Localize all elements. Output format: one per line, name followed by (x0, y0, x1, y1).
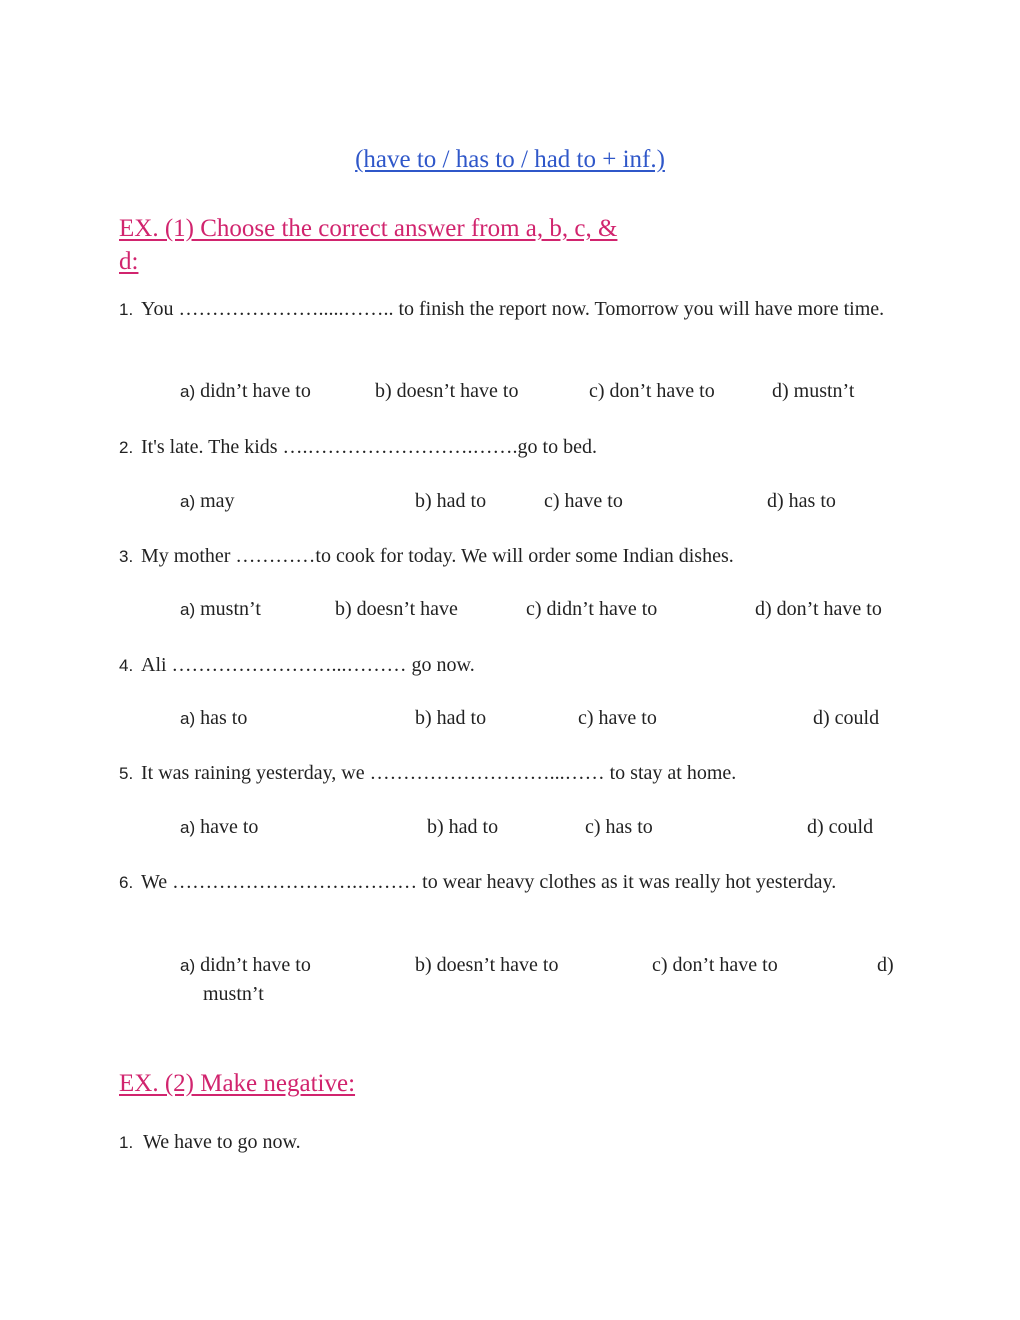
item-number: 1. (119, 1133, 134, 1152)
page-title: (have to / has to / had to + inf.) (355, 146, 665, 173)
option-b[interactable]: b) had to (415, 707, 487, 729)
question-5 (119, 759, 909, 788)
question-6 (119, 868, 909, 897)
question-6-options (0, 954, 1020, 984)
question-text: You ………………….....…….. to finish the report now. Tomorrow you will have more time. (141, 298, 885, 320)
exercise-2-heading: EX. (2) Make negative: (119, 1070, 356, 1097)
question-number: 4. (119, 656, 134, 675)
option-a[interactable]: a) didn’t have to (180, 954, 311, 976)
option-d[interactable]: d) mustn’t (772, 380, 855, 402)
question-4 (119, 651, 909, 680)
option-d[interactable]: d) could (813, 707, 880, 729)
question-number: 1. (119, 300, 134, 319)
option-d[interactable]: d) could (807, 816, 874, 838)
option-a[interactable]: a) has to (180, 707, 248, 729)
exercise-2-item-1 (119, 1128, 909, 1157)
question-5-options (0, 816, 1020, 846)
question-text: It's late. The kids ….…………………….…….go to bed. (141, 436, 597, 458)
option-b[interactable]: b) doesn’t have to (415, 954, 559, 976)
question-number: 2. (119, 438, 134, 457)
question-2 (119, 433, 909, 462)
question-3-options (0, 598, 1020, 628)
option-c[interactable]: c) don’t have to (652, 954, 778, 976)
question-number: 6. (119, 873, 134, 892)
question-number: 3. (119, 547, 134, 566)
exercise-1-heading-line2: d: (119, 248, 139, 275)
question-2-options (0, 490, 1020, 520)
option-b[interactable]: b) had to (427, 816, 499, 838)
option-d[interactable]: d) (877, 954, 894, 976)
question-text: Ali ……………………...……… go now. (141, 654, 475, 676)
option-c[interactable]: c) has to (585, 816, 653, 838)
option-a[interactable]: a) didn’t have to (180, 380, 311, 402)
option-c[interactable]: c) don’t have to (589, 380, 715, 402)
option-b[interactable]: b) doesn’t have to (375, 380, 519, 402)
question-4-options (0, 707, 1020, 737)
option-a[interactable]: a) mustn’t (180, 598, 261, 620)
option-c[interactable]: c) have to (578, 707, 657, 729)
question-6-options-wrap (0, 983, 1020, 1013)
item-text: We have to go now. (143, 1131, 301, 1153)
option-a[interactable]: a) have to (180, 816, 259, 838)
option-d[interactable]: d) don’t have to (755, 598, 882, 620)
option-d[interactable]: d) has to (767, 490, 836, 512)
exercise-1-heading-line1: EX. (1) Choose the correct answer from a, b, c, & (119, 215, 618, 242)
question-1 (119, 295, 909, 324)
option-b[interactable]: b) had to (415, 490, 487, 512)
option-d-text[interactable]: mustn’t (203, 983, 264, 1005)
question-text: It was raining yesterday, we ………………………...…… to stay at home. (141, 762, 737, 784)
question-number: 5. (119, 764, 134, 783)
question-text: My mother …………to cook for today. We will order some Indian dishes. (141, 545, 734, 567)
option-c[interactable]: c) didn’t have to (526, 598, 658, 620)
option-a[interactable]: a) may (180, 490, 235, 512)
option-b[interactable]: b) doesn’t have (335, 598, 458, 620)
question-3 (119, 542, 909, 571)
question-text: We ……………………….……… to wear heavy clothes as it was really hot yesterday. (141, 871, 837, 893)
question-1-options (0, 380, 1020, 410)
option-c[interactable]: c) have to (544, 490, 623, 512)
exercise-1-heading (119, 212, 617, 278)
